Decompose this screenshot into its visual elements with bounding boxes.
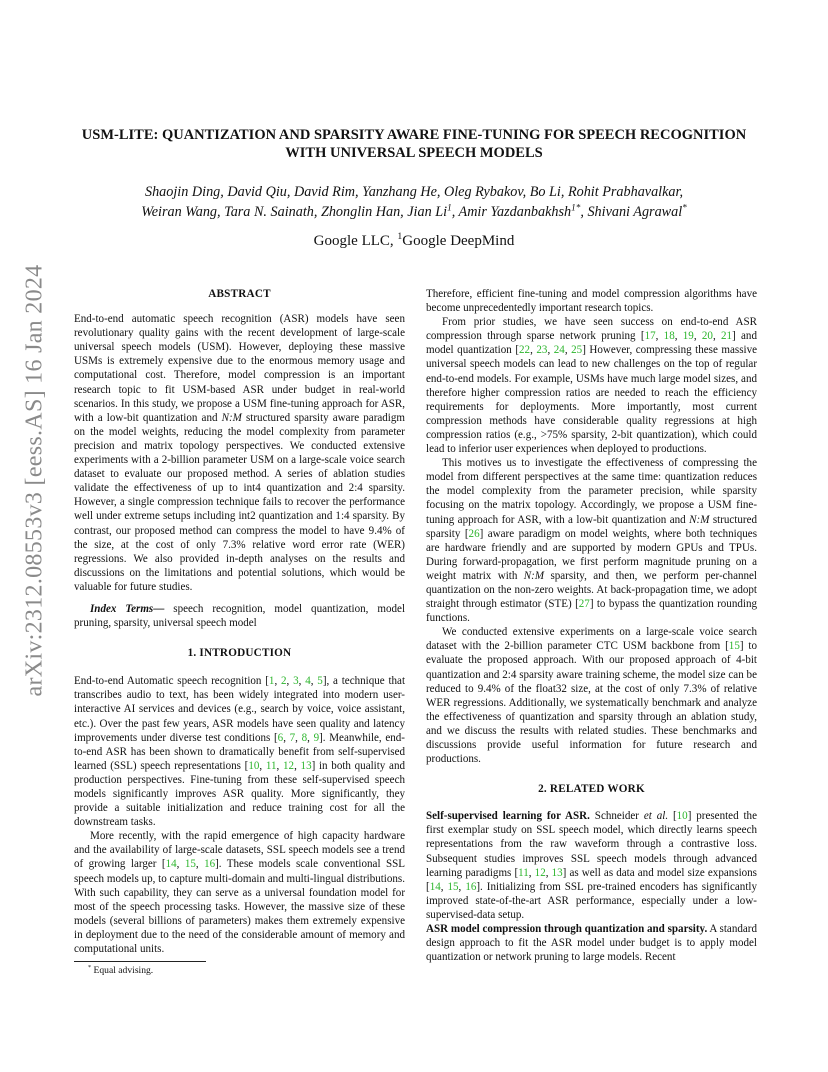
text-run: ,	[528, 866, 535, 879]
citation-link[interactable]: 25	[571, 344, 583, 357]
text-run: ] to bypass the quantization rounding functions.	[426, 598, 757, 625]
text-run: More recently, with the rapid emergence of high capacity hardware and the availability of large-scale datasets, SSL speech models see a trend of growing larger [	[74, 830, 405, 871]
text-run: ,	[458, 880, 466, 893]
citation-link[interactable]: 11	[265, 759, 277, 772]
citation-link[interactable]: 17	[644, 330, 656, 343]
text-run: ] in both quality and production perspectives. Fine-tuning from these self-supervised speech models significantly improves ASR quality. More significantly, they provide a suitable initialization and reduce training cost for all the downstream tasks.	[74, 759, 405, 829]
text-run: structured sparsity [	[426, 513, 757, 540]
related-paragraph-1	[426, 809, 757, 922]
text-run: [	[668, 810, 677, 823]
affiliation-a: Google LLC,	[313, 233, 398, 249]
citation-link[interactable]: 4	[305, 675, 311, 688]
citation-link[interactable]: 13	[551, 866, 563, 879]
citation-link[interactable]: 24	[553, 344, 565, 357]
text-run: ,	[176, 858, 185, 871]
text-run: End-to-end Automatic speech recognition [	[74, 675, 269, 688]
citation-link[interactable]: 15	[728, 640, 740, 653]
citation-link[interactable]: 2	[281, 675, 287, 688]
intro-paragraph-1	[74, 674, 405, 829]
author-list	[80, 182, 748, 222]
text-run: ]. Meanwhile, end-to-end ASR has been shown to dramatically benefit from self-supervised learned (SSL) speech representations [	[74, 731, 405, 772]
citation-link[interactable]: 15	[184, 858, 196, 871]
paragraph-lead: ASR model compression through quantization and sparsity.	[426, 923, 708, 936]
text-run: ,	[545, 866, 552, 879]
text-run: ], a technique that transcribes audio to text, has been widely integrated into modern user-interactive AI services and devices (e.g., search by voice, voice assistant, etc.). Over the past few years, ASR models have seen quality and latency improvements under diverse test conditions [	[74, 675, 406, 744]
abstract-heading: ABSTRACT	[208, 288, 271, 300]
index-terms-label: Index Terms	[90, 602, 154, 615]
citation-link[interactable]: 14	[165, 858, 177, 871]
citation-link[interactable]: 12	[283, 759, 295, 772]
nm-symbol: N:M	[221, 411, 242, 424]
citation-link[interactable]: 11	[518, 866, 529, 879]
footnote	[88, 965, 153, 976]
text-run: ,	[298, 675, 306, 688]
text-run: We conducted extensive experiments on a large-scale voice search dataset with the 2-billion parameter CTC USM backbone from [	[426, 626, 757, 653]
authors-line-2b: , Amir Yazdanbakhsh	[451, 204, 572, 220]
citation-link[interactable]: 15	[447, 880, 459, 893]
text-run: ,	[286, 675, 294, 688]
text-run: ] as well as data and model size expansions [	[426, 866, 757, 893]
arxiv-stamp-text: arXiv:2312.08553v3 [eess.AS] 16 Jan 2024	[21, 264, 48, 696]
text-run: ,	[440, 880, 448, 893]
right-paragraph-4	[426, 625, 757, 766]
right-paragraph-2	[426, 315, 757, 456]
italic-text: N:M	[523, 569, 545, 582]
text-run: Schneider	[589, 810, 644, 823]
text-run: ,	[530, 344, 537, 357]
index-terms	[74, 602, 405, 630]
authors-line-2a: Weiran Wang, Tara N. Sainath, Zhonglin Han, Jian Li	[141, 204, 448, 220]
citation-link[interactable]: 22	[519, 344, 531, 357]
citation-link[interactable]: 18	[663, 330, 675, 343]
citation-link[interactable]: 14	[429, 880, 441, 893]
affiliation-mark: 1	[397, 231, 403, 242]
authors-line-2c: , Shivani Agrawal	[580, 204, 683, 220]
text-run: ,	[283, 731, 290, 744]
citation-link[interactable]: 19	[682, 330, 694, 343]
citation-link[interactable]: 6	[277, 731, 284, 744]
text-run: ,	[307, 731, 314, 744]
intro-paragraph-2	[74, 829, 405, 956]
text-run: ,	[564, 344, 572, 357]
citation-link[interactable]: 16	[204, 858, 216, 871]
index-terms-dash: —	[153, 602, 174, 615]
abstract-text	[74, 312, 405, 594]
citation-link[interactable]: 10	[248, 759, 260, 772]
citation-link[interactable]: 23	[536, 344, 548, 357]
citation-link[interactable]: 27	[578, 598, 590, 611]
text-run: ,	[274, 675, 281, 688]
citation-link[interactable]: 16	[465, 880, 477, 893]
text-run: ,	[547, 344, 554, 357]
authors-line-1: Shaojin Ding, David Qiu, David Rim, Yanzhang He, Oleg Rybakov, Bo Li, Rohit Prabhavalkar,	[144, 184, 684, 200]
citation-link[interactable]: 9	[313, 731, 320, 744]
text-run: From prior studies, we have seen success on end-to-end ASR compression through sparse network pruning [	[426, 316, 757, 343]
text-run: ,	[674, 330, 683, 343]
text-run: ,	[195, 858, 205, 871]
affiliation	[80, 233, 748, 250]
author-affil-mark: 1	[447, 202, 452, 213]
text-run: ,	[712, 330, 721, 343]
text-run: ] presented the first exemplar study on SSL speech model, which directly learns speech representations from the raw waveform through a contrastive loss. Subsequent studies improves SSL speech models through advanced learning paradigms [	[426, 810, 757, 879]
author-affil-mark: 1*	[571, 202, 581, 213]
citation-link[interactable]: 7	[289, 731, 296, 744]
author-equal-mark: *	[682, 202, 687, 213]
italic-text: N:M	[689, 513, 710, 526]
text-run: ,	[310, 675, 318, 688]
text-run: ,	[259, 759, 266, 772]
citation-link[interactable]: 21	[721, 330, 733, 343]
text-run: ]. These models scale conventional SSL speech models up, to capture multi-domain and multi-lingual distributions. With such capability, they can serve as a universal foundation model for most of the speech processing tasks. However, the massive size of these models (several billions of parameters) makes them extremely expensive in deployment due to the need of the considerable amount of memory and computational units.	[74, 858, 405, 956]
citation-link[interactable]: 3	[293, 675, 299, 688]
right-paragraph-1: Therefore, efficient fine-tuning and model compression algorithms have become unprecedentedly important research topics.	[426, 288, 757, 315]
citation-link[interactable]: 10	[676, 810, 688, 823]
footnote-text: Equal advising.	[91, 965, 154, 976]
citation-link[interactable]: 13	[300, 759, 312, 772]
paragraph-lead: Self-supervised learning for ASR.	[426, 810, 590, 823]
right-paragraph-3	[426, 456, 757, 625]
text-run: ,	[295, 731, 302, 744]
citation-link[interactable]: 1	[268, 675, 275, 688]
right-column	[426, 287, 757, 964]
text-run: ] aware paradigm on model weights, where both techniques are hardware friendly and are supported by modern GPUs and TPUs. During forward-propagation, we first perform magnitude pruning on a weight matrix with	[426, 527, 757, 582]
text-run: ,	[655, 330, 664, 343]
index-terms-text: speech recognition, model quantization, model pruning, sparsity, universal speech model	[74, 602, 406, 630]
text-run: ,	[294, 759, 301, 772]
text-run: This motives us to investigate the effectiveness of compressing the model from different perspectives at the same time: quantization reduces the model complexity from the parameter precision, while sparsity focusing on the matrix topology. Accordingly, we propose a USM fine-tuning approach for ASR, with a low-bit quantization and	[426, 457, 757, 526]
text-run: sparsity, and then, we perform per-channel quantization on the non-zero weights. At back-propagation time, we adopt straight through estimator (STE) [	[426, 569, 757, 611]
affiliation-b: Google DeepMind	[402, 233, 515, 249]
abstract-text-1: End-to-end automatic speech recognition (ASR) models have seen revolutionary quality gains with the recent development of large-scale universal speech models (USM). However, deploying these massive USMs is extremely expensive due to the enormous memory usage and computational cost. Therefore, model compression is an important research topic to fit USM-based ASR under budget in real-world scenarios. In this study, we propose a USM fine-tuning approach for ASR, with a low-bit quantization and	[74, 313, 405, 424]
arxiv-stamp	[10, 264, 60, 696]
text-run: ] However, compressing these massive universal speech models can lead to new challenges on the top of regular end-to-end models. For example, USMs have much large model sizes, and therefore higher compression ratios are needed to reach the efficiency requirements for deployments. More importantly, most current compression methods have considerable quality regressions at high compression ratios (e.g., >75% sparsity, 2-bit quantization), which could lead to inferior user experiences when deployed to productions.	[426, 344, 758, 456]
citation-link[interactable]: 8	[301, 731, 308, 744]
italic-text: et al.	[643, 810, 669, 823]
abstract-text-2: structured sparsity aware paradigm on the model weights, reducing the model complexity from parameter precision and matrix topology perspectives. We conducted extensive experiments with a 2-billion parameter USM on a large-scale voice search dataset to evaluate our proposed method. A series of ablation studies validate the effectiveness of up to int4 quantization and 2:4 sparsity. However, a single compression technique fails to recover the performance well under extreme setups including int2 quantization and 1:4 sparsity. By contrast, our proposed method can compress the model to have 9.4% of the size, at the cost of only 7.3% relative word error rate (WER) regressions. We also provided in-depth analyses on the results and discussions on the limitations and potential solutions, which would be valuable for future studies.	[74, 411, 405, 593]
citation-link[interactable]: 20	[701, 330, 713, 343]
footnote-rule	[74, 961, 206, 962]
related-paragraph-2	[426, 922, 757, 964]
text-run: A standard design approach to fit the ASR model under budget is to apply model quantization or network pruning to large models. Recent	[426, 923, 757, 964]
citation-link[interactable]: 26	[468, 527, 480, 540]
text-run: ] to evaluate the proposed approach. With our proposed approach of 4-bit quantization and 2:4 sparsity aware training scheme, the model size can be reduced to 9.4% of the float32 size, at the cost of only 7.3% of relative WER regressions. Additionally, we systematically benchmark and analyze the effectiveness of quantization and sparsity through an ablation study, and we discuss the results with related studies. These benchmarks and discussions provide useful information for future research and productions.	[426, 640, 757, 766]
left-column	[74, 287, 405, 956]
text-run: ,	[276, 759, 284, 772]
text-run: ]. Initializing from SSL pre-trained encoders has significantly improved state-of-the-art ASR performance, especially under a low-supervised-data setup.	[426, 880, 757, 921]
paper-title: USM-LITE: QUANTIZATION AND SPARSITY AWARE FINE-TUNING FOR SPEECH RECOGNITION WITH UNIVERSAL SPEECH MODELS	[81, 127, 747, 161]
citation-link[interactable]: 12	[534, 866, 546, 879]
related-work-heading: 2. RELATED WORK	[538, 783, 645, 796]
citation-link[interactable]: 5	[317, 675, 323, 688]
intro-heading: 1. INTRODUCTION	[187, 647, 292, 660]
text-run: ,	[693, 330, 702, 343]
text-run: ] and model quantization [	[426, 330, 757, 357]
footnote-mark: *	[88, 963, 92, 971]
